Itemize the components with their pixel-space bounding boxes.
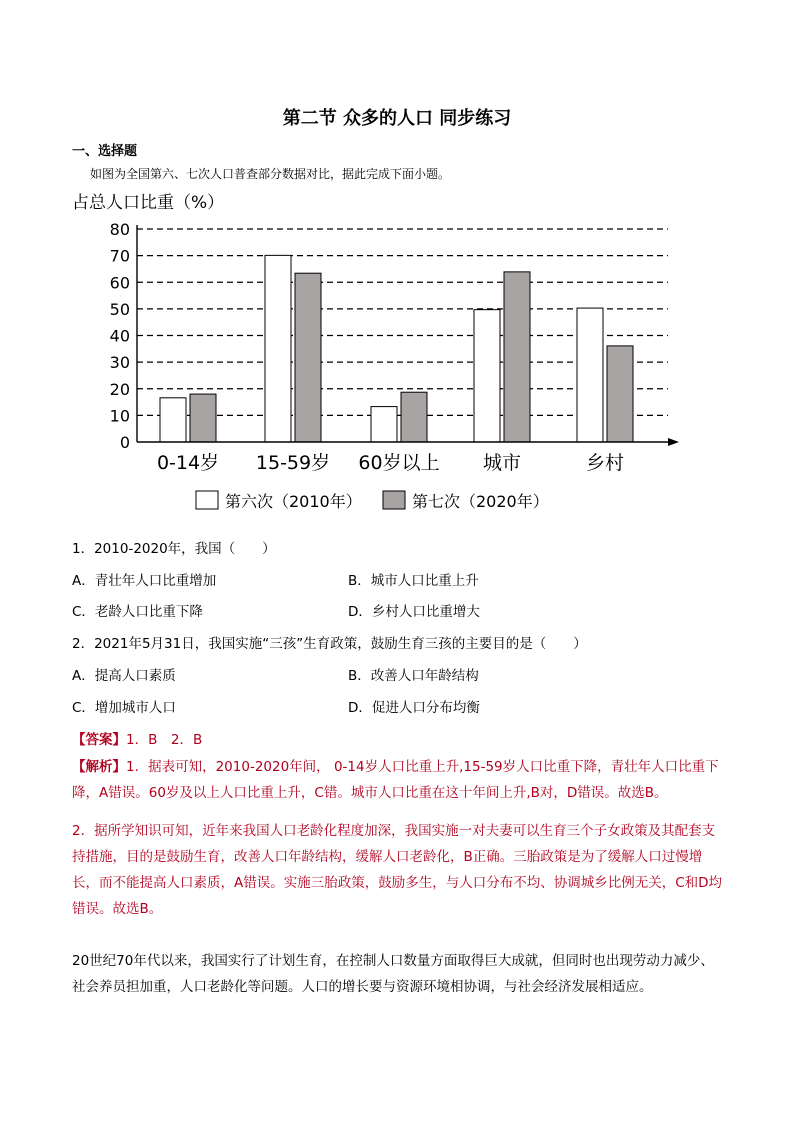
y-tick-label-20: 20 — [109, 379, 130, 399]
y-tick-label-50: 50 — [109, 299, 130, 319]
y-tick-label-30: 30 — [109, 353, 130, 373]
y-tick-label-70: 70 — [109, 246, 130, 266]
chart-bars — [160, 255, 633, 442]
answer-text: 1．B 2．B — [126, 732, 203, 748]
x-tick-label-3: 城市 — [482, 452, 522, 474]
bar-2020-4 — [607, 346, 633, 442]
y-axis-label: 占总人口比重（%） — [72, 193, 225, 213]
legend-label-2010: 第六次（2010年） — [225, 492, 362, 511]
page-title: 第二节 众多的人口 同步练习 — [282, 108, 512, 129]
intro-text: 如图为全国第六、七次人口普查部分数据对比，据此完成下面小题。 — [90, 167, 451, 181]
y-tick-label-40: 40 — [109, 326, 130, 346]
y-tick-label-60: 60 — [109, 273, 130, 293]
question-1-option-a: A．青壮年人口比重增加 — [72, 573, 217, 589]
x-tick-label-0: 0-14岁 — [156, 452, 220, 474]
bar-2020-2 — [401, 392, 427, 442]
analysis-2-text: 2．据所学知识可知，近年来我国人口老龄化程度加深，我国实施一对夫妻可以生育三个子女政策及其配套支持措施，目的是鼓励生育，改善人口年龄结构，缓解人口老龄化，B正确。三胎政策是为了缓解人口过慢增长，而不能提高人口素质，A错误。实施三胎政策，鼓励多生，与人口分布不均、协调城乡比例无关，C和D均错误。故选B。 — [72, 823, 723, 917]
y-tick-label-10: 10 — [109, 406, 130, 426]
question-2-stem: 2．2021年5月31日，我国实施“三孩”生育政策，鼓励生育三孩的主要目的是（ ） — [72, 636, 587, 652]
chart-labels — [110, 220, 624, 474]
x-tick-label-4: 乡村 — [585, 452, 625, 474]
y-tick-label-80: 80 — [109, 220, 130, 239]
question-2-option-c: C．增加城市人口 — [72, 700, 176, 716]
question-2-option-b: B．改善人口年龄结构 — [348, 668, 479, 684]
question-2-option-a: A．提高人口素质 — [72, 668, 176, 684]
bar-2010-1 — [265, 255, 291, 442]
question-1-option-c: C．老龄人口比重下降 — [72, 604, 203, 620]
x-tick-label-2: 60岁以上 — [358, 452, 440, 474]
x-axis-arrowhead — [668, 438, 679, 446]
legend-swatch-2020 — [383, 491, 405, 509]
legend-swatch-2010 — [196, 491, 218, 509]
question-1-option-d: D．乡村人口比重增大 — [348, 604, 480, 620]
population-bar-chart — [60, 185, 680, 525]
bar-2010-2 — [371, 407, 397, 442]
bar-2010-3 — [474, 310, 500, 442]
y-tick-label-0: 0 — [119, 433, 130, 452]
analysis-tag: 【解析】 — [72, 759, 126, 775]
closing-paragraph: 20世纪70年代以来，我国实行了计划生育，在控制人口数量方面取得巨大成就，但同时也出现劳动力减少、社会养员担加重，人口老龄化等问题。人口的增长要与资源环境相协调，与社会经济发展相适应。 — [72, 953, 714, 995]
section-heading: 一、选择题 — [72, 144, 138, 159]
answer-line — [72, 728, 202, 748]
bar-2010-0 — [160, 398, 186, 442]
chart-legend — [196, 491, 549, 511]
question-1-stem: 1．2010-2020年，我国（ ） — [72, 541, 276, 557]
legend-label-2020: 第七次（2020年） — [412, 492, 549, 511]
analysis-1 — [72, 754, 724, 806]
question-2-option-d: D．促进人口分布均衡 — [348, 700, 480, 716]
analysis-1-text: 1．据表可知，2010-2020年间， 0-14岁人口比重上升,15-59岁人口比重下降，青壮年人口比重下降，A错误。60岁及以上人口比重上升，C错。城市人口比重在这十年间上升,B对，D错误。故选B。 — [72, 759, 719, 801]
bar-2010-4 — [577, 308, 603, 442]
bar-2020-1 — [295, 273, 321, 442]
bar-2020-0 — [190, 394, 216, 442]
question-1-option-b: B．城市人口比重上升 — [348, 573, 479, 589]
bar-2020-3 — [504, 272, 530, 442]
x-tick-label-1: 15-59岁 — [255, 452, 331, 474]
answer-tag: 【答案】 — [72, 732, 126, 748]
